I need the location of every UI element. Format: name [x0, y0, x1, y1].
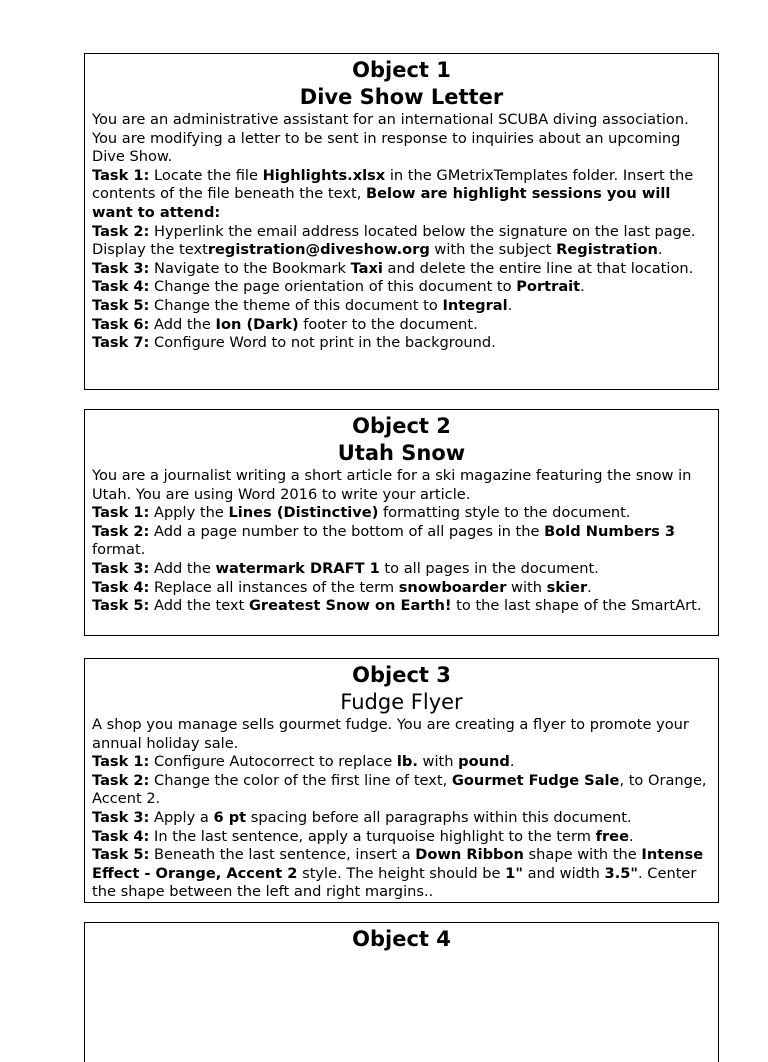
task-label: Task 1: — [92, 753, 150, 771]
task-list — [92, 167, 711, 353]
task-item — [92, 753, 711, 772]
object-heading: Object 2 — [352, 414, 451, 438]
task-label: Task 2: — [92, 771, 150, 789]
task-text: In the last sentence, apply a turquoise highlight to the term — [149, 827, 596, 845]
task-label: Task 4: — [92, 578, 150, 596]
object-intro: A shop you manage sells gourmet fudge. You are creating a flyer to promote your annual holiday sale. — [92, 716, 689, 752]
task-item — [92, 597, 711, 616]
task-text: . — [507, 296, 513, 314]
task-text: format. — [92, 541, 146, 559]
task-item — [92, 316, 711, 335]
task-text: and width — [522, 864, 605, 882]
object-title: Utah Snow — [337, 441, 466, 465]
task-text: Configure Word to not print in the background. — [149, 334, 496, 352]
task-emphasis: 6 pt — [213, 808, 247, 826]
task-label: Task 2: — [92, 222, 150, 240]
task-text: , to Orange, Accent 2. — [92, 771, 707, 808]
task-emphasis: pound — [458, 753, 510, 771]
task-text: Locate the file — [149, 166, 263, 184]
task-text: Add the — [149, 559, 216, 577]
task-item — [92, 223, 711, 260]
task-text: . — [628, 827, 634, 845]
task-text: Change the page orientation of this document to — [149, 278, 517, 296]
task-text: Change the color of the first line of text, — [149, 771, 452, 789]
task-label: Task 2: — [92, 522, 150, 540]
task-emphasis: Bold Numbers 3 — [544, 522, 676, 540]
task-emphasis: lb. — [396, 753, 418, 771]
task-label: Task 4: — [92, 827, 150, 845]
task-text: spacing before all paragraphs within this document. — [246, 808, 632, 826]
task-text: . — [580, 278, 585, 296]
task-emphasis: 1" — [505, 864, 523, 882]
object-heading: Object 3 — [352, 663, 451, 687]
task-text: . — [509, 753, 515, 771]
task-item — [92, 828, 711, 847]
task-item — [92, 334, 711, 353]
task-text: in the GMetrixTemplates folder. Insert the contents of the file beneath the text, — [92, 166, 694, 203]
task-label: Task 4: — [92, 278, 150, 296]
task-emphasis: registration@diveshow.org — [207, 241, 430, 259]
object-intro: You are a journalist writing a short article for a ski magazine featuring the snow in Utah. You are using Word 2016 to write your article. — [92, 467, 692, 503]
task-emphasis: snowboarder — [398, 578, 507, 596]
object-title: Fudge Flyer — [340, 690, 463, 714]
task-text: formatting style to the document. — [378, 504, 631, 522]
task-list — [92, 753, 711, 902]
task-text: . — [587, 578, 592, 596]
task-item — [92, 809, 711, 828]
task-emphasis: Down Ribbon — [415, 846, 524, 864]
task-item — [92, 579, 711, 598]
task-label: Task 1: — [92, 166, 150, 184]
task-text: Apply a — [149, 808, 214, 826]
task-text: Hyperlink the email address located below the signature on the last page. Display the text — [92, 222, 696, 259]
task-emphasis: Greatest Snow on Earth! — [248, 597, 452, 615]
task-emphasis: Highlights.xlsx — [262, 166, 386, 184]
task-emphasis: skier — [546, 578, 588, 596]
task-emphasis: watermark DRAFT 1 — [215, 559, 380, 577]
task-emphasis: Ion (Dark) — [215, 315, 299, 333]
task-text: . Center the shape between the left and right margins.. — [92, 864, 697, 901]
task-list — [92, 504, 711, 616]
task-item — [92, 523, 711, 560]
task-label: Task 3: — [92, 808, 150, 826]
task-text: with — [417, 753, 459, 771]
task-item — [92, 260, 711, 279]
task-text: Add the text — [149, 597, 249, 615]
object-3-card — [84, 658, 719, 903]
object-1-card — [84, 53, 719, 390]
task-text: footer to the document. — [298, 315, 478, 333]
task-emphasis: free — [595, 827, 629, 845]
object-heading: Object 4 — [352, 927, 451, 951]
task-text: to all pages in the document. — [379, 559, 599, 577]
task-emphasis: Lines (Distinctive) — [228, 504, 379, 522]
task-text: style. The height should be — [297, 864, 506, 882]
task-label: Task 5: — [92, 597, 150, 615]
task-emphasis: Taxi — [350, 259, 383, 277]
task-label: Task 1: — [92, 504, 150, 522]
task-label: Task 5: — [92, 846, 150, 864]
task-item — [92, 297, 711, 316]
task-text: with — [506, 578, 547, 596]
task-text: to the last shape of the SmartArt. — [451, 597, 702, 615]
task-label: Task 3: — [92, 259, 150, 277]
task-item — [92, 846, 711, 902]
task-emphasis: Integral — [442, 296, 508, 314]
object-2-card — [84, 409, 719, 636]
task-text: Apply the — [149, 504, 229, 522]
task-emphasis: Gourmet Fudge Sale — [451, 771, 620, 789]
task-text: Replace all instances of the term — [149, 578, 399, 596]
task-text: shape with the — [523, 846, 642, 864]
task-label: Task 5: — [92, 296, 150, 314]
task-emphasis: 3.5" — [604, 864, 639, 882]
task-text: Add the — [149, 315, 216, 333]
task-text: and delete the entire line at that location. — [382, 259, 694, 277]
task-text: Beneath the last sentence, insert a — [149, 846, 416, 864]
object-4-card — [84, 922, 719, 1062]
task-item — [92, 278, 711, 297]
task-text: with the subject — [429, 241, 557, 259]
object-title: Dive Show Letter — [299, 85, 504, 109]
task-emphasis: Intense Effect - Orange, Accent 2 — [92, 846, 704, 882]
task-text: . — [657, 241, 663, 259]
task-label: Task 7: — [92, 334, 150, 352]
task-label: Task 3: — [92, 559, 150, 577]
task-text: Configure Autocorrect to replace — [149, 753, 397, 771]
task-item — [92, 167, 711, 223]
task-item — [92, 560, 711, 579]
task-emphasis: Below are highlight sessions you will want to attend: — [92, 185, 671, 221]
task-item — [92, 772, 711, 809]
task-item — [92, 504, 711, 523]
object-intro: You are an administrative assistant for an international SCUBA diving association. You are modifying a letter to be sent in response to inquiries about an upcoming Dive Show. — [92, 111, 689, 166]
task-emphasis: Portrait — [516, 278, 581, 296]
object-heading: Object 1 — [352, 58, 451, 82]
task-label: Task 6: — [92, 315, 150, 333]
task-text: Change the theme of this document to — [149, 296, 443, 314]
task-text: Add a page number to the bottom of all pages in the — [149, 522, 545, 540]
task-text: Navigate to the Bookmark — [149, 259, 351, 277]
task-emphasis: Registration — [556, 241, 658, 259]
